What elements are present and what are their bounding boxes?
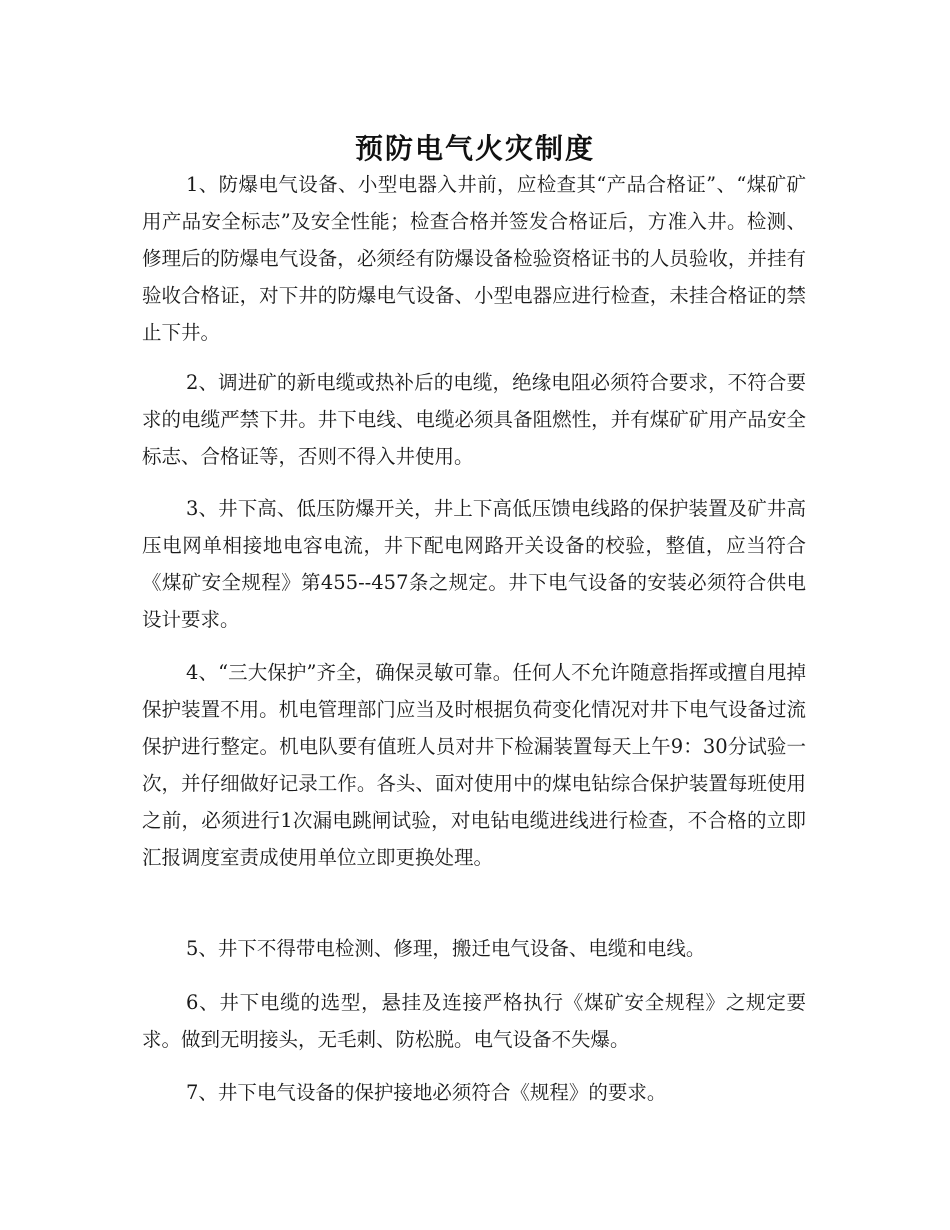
paragraph-6: 6、井下电缆的选型，悬挂及连接严格执行《煤矿安全规程》之规定要求。做到无明接头，无毛刺、防松脱。电气设备不失爆。 bbox=[142, 991, 806, 1051]
paragraph-7: 7、井下电气设备的保护接地必须符合《规程》的要求。 bbox=[186, 1081, 667, 1104]
paragraph-4: 4、“三大保护”齐全，确保灵敏可靠。任何人不允许随意指挥或擅自甩掉保护装置不用。机电管理部门应当及时根据负荷变化情况对井下电气设备过流保护进行整定。机电队要有值班人员对井下检漏装置每天上午9：30分试验一次，并仔细做好记录工作。各头、面对使用中的煤电钻综合保护装置每班使用之前，必须进行1次漏电跳闸试验，对电钻电缆进线进行检查，不合格的立即汇报调度室责成使用单位立即更换处理。 bbox=[142, 661, 806, 869]
document-title: 预防电气火灾制度 bbox=[354, 131, 595, 165]
paragraph-2: 2、调进矿的新电缆或热补后的电缆，绝缘电阻必须符合要求，不符合要求的电缆严禁下井。井下电线、电缆必须具备阻燃性，并有煤矿矿用产品安全标志、合格证等，否则不得入井使用。 bbox=[142, 371, 806, 468]
paragraph-5: 5、井下不得带电检测、修理，搬迁电气设备、电缆和电线。 bbox=[186, 937, 706, 960]
paragraph-1: 1、防爆电气设备、小型电器入井前，应检查其“产品合格证”、“煤矿矿用产品安全标志”及安全性能；检查合格并签发合格证后，方准入井。检测、修理后的防爆电气设备，必须经有防爆设备检验资格证书的人员验收，并挂有验收合格证，对下井的防爆电气设备、小型电器应进行检查，未挂合格证的禁止下井。 bbox=[142, 173, 806, 344]
paragraph-3: 3、井下高、低压防爆开关，井上下高低压馈电线路的保护装置及矿井高压电网单相接地电容电流，井下配电网路开关设备的校验，整值，应当符合《煤矿安全规程》第455--457条之规定。井下电气设备的安装必须符合供电设计要求。 bbox=[142, 497, 806, 631]
